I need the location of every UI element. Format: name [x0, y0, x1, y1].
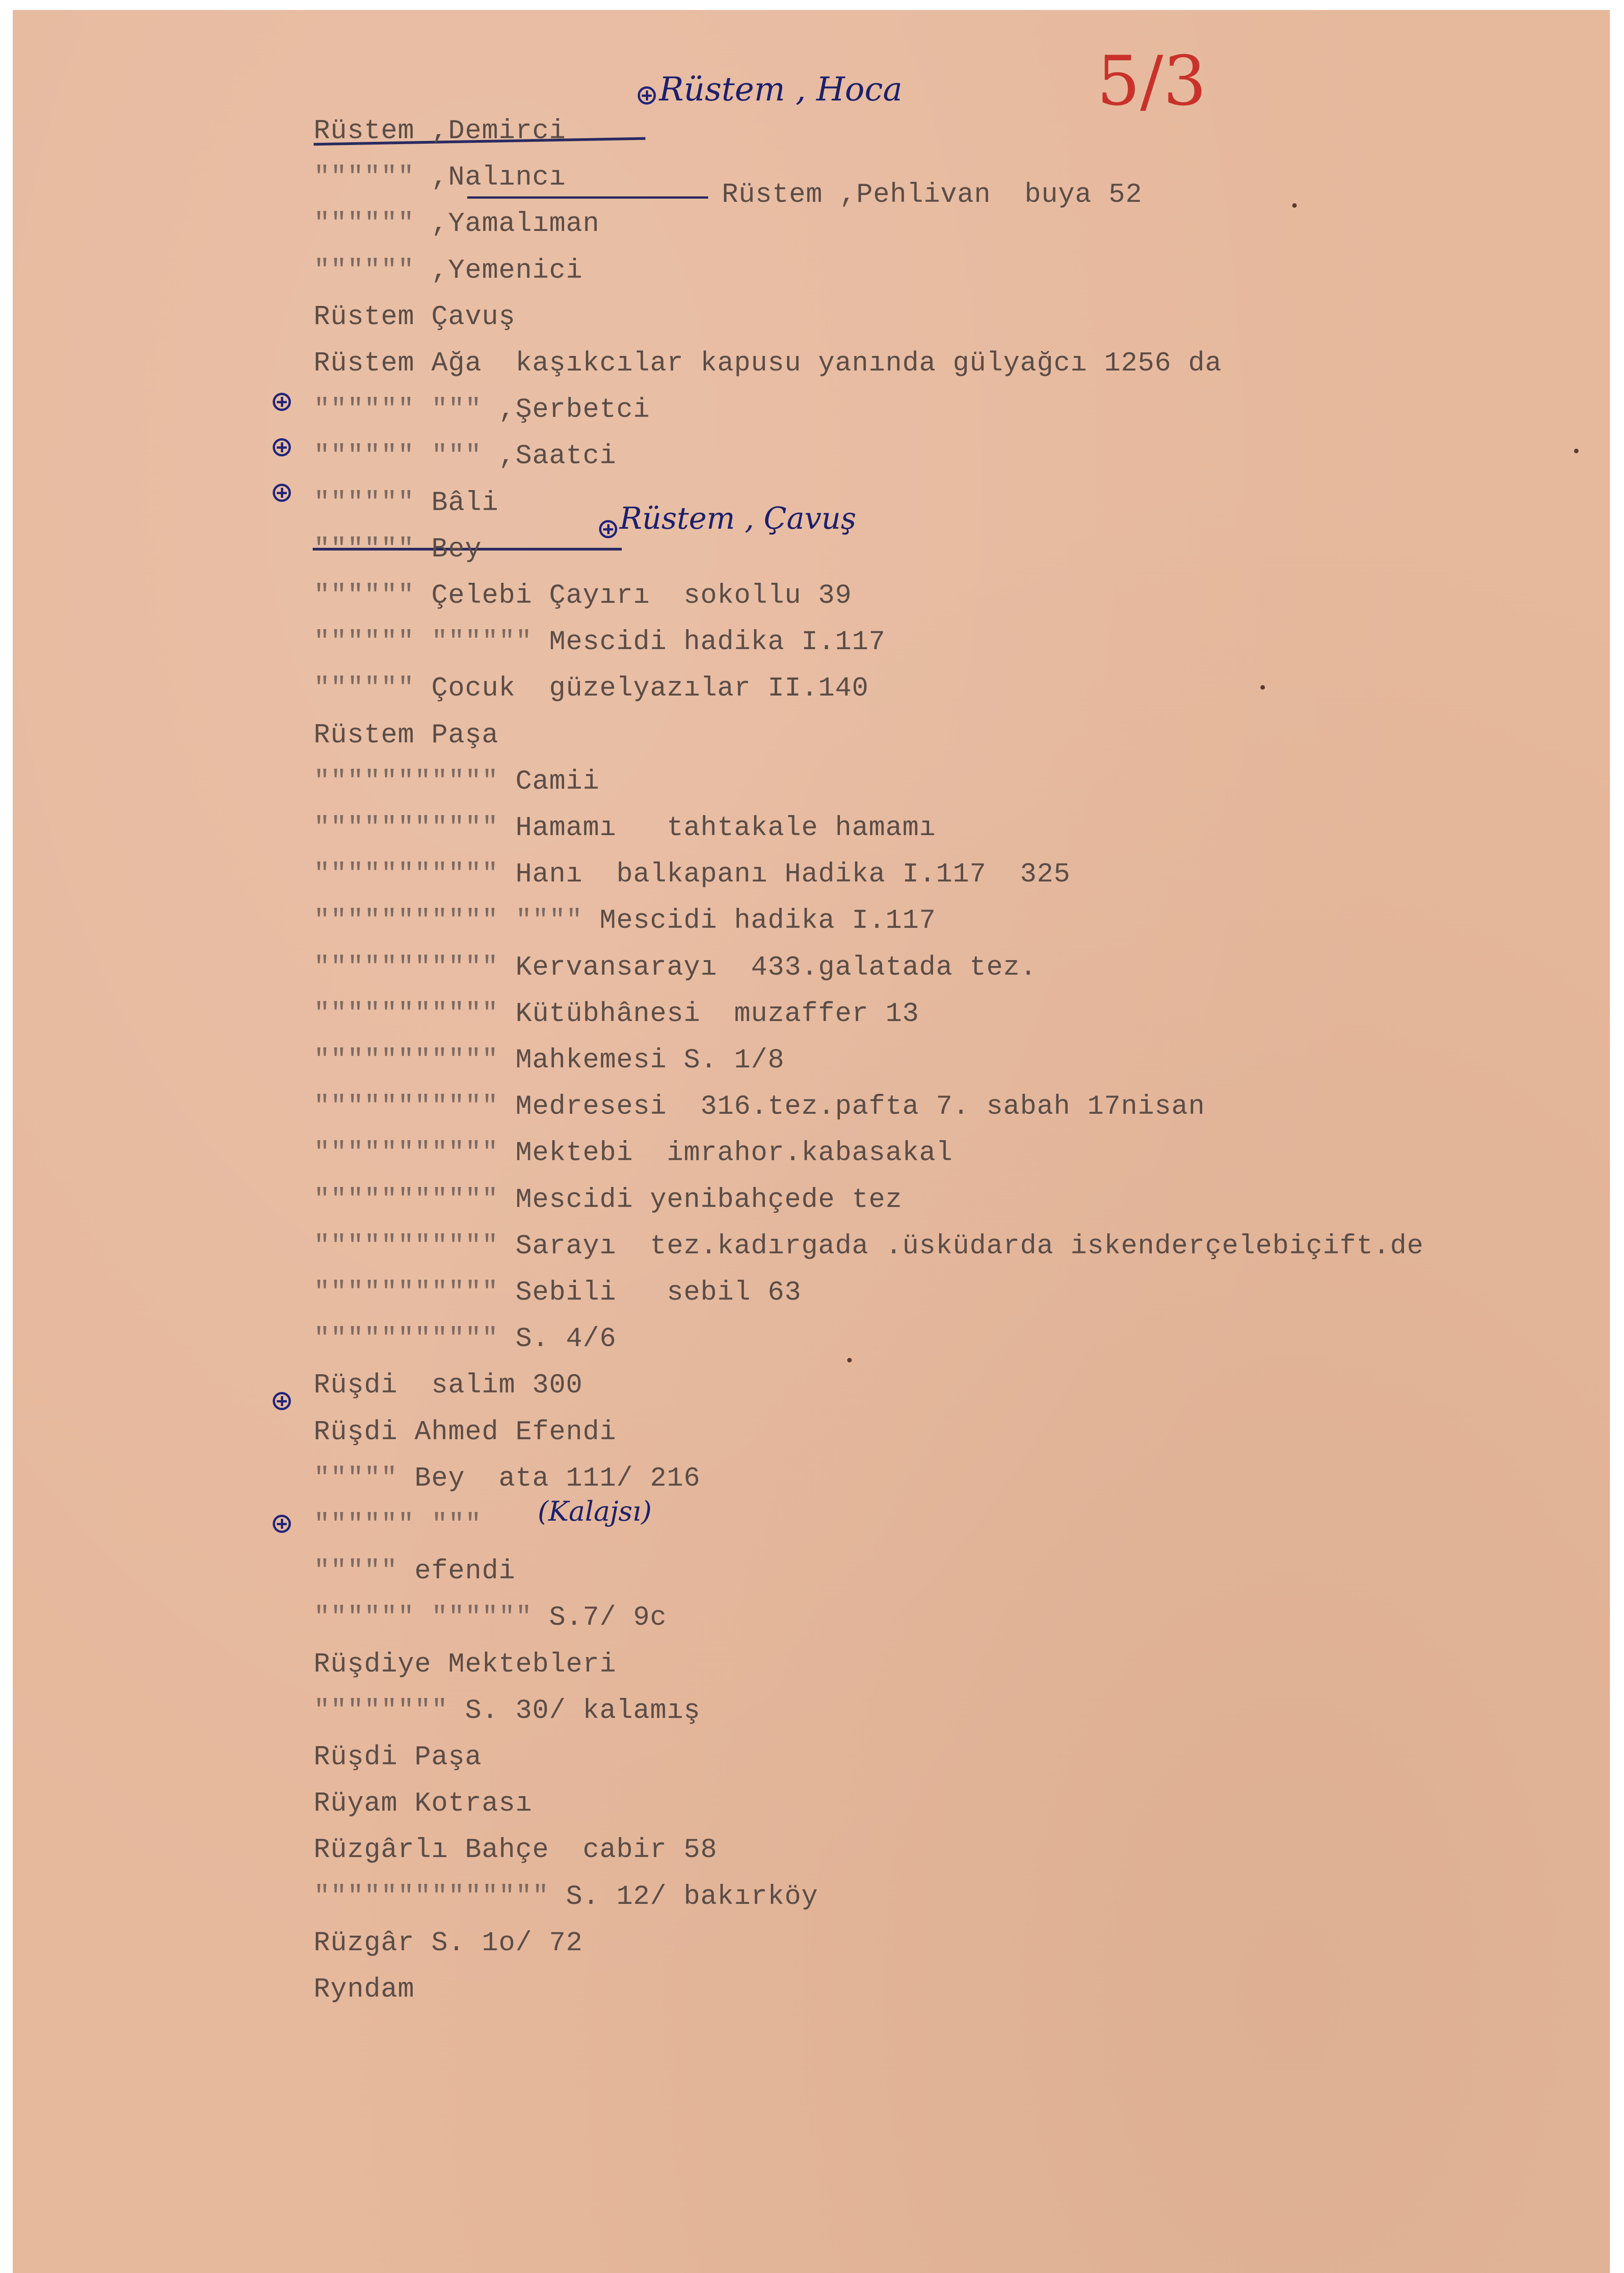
entry-text: S. 12/ bakırköy: [566, 1882, 819, 1913]
ditto-marks: """"""""""": [314, 952, 516, 983]
connector-nalinci: [467, 196, 708, 199]
entry-text: Kütübhânesi muzaffer 13: [515, 999, 919, 1030]
typed-line: [314, 1649, 616, 1681]
ditto-marks: """"""""""": [314, 859, 516, 890]
typed-line: [314, 1602, 667, 1634]
entry-text: ,Nalıncı: [431, 162, 566, 193]
ditto-marks: """"""""""": [314, 813, 516, 844]
typed-line: [314, 673, 869, 705]
entry-text: Rüzgârlı Bahçe cabir 58: [314, 1835, 718, 1866]
entry-text: Mescidi yenibahçede tez: [515, 1185, 903, 1216]
ditto-marks: """""" """""": [314, 627, 550, 658]
side-note-pehlivan: Rüstem ,Pehlivan buya 52: [722, 180, 1143, 210]
typed-line: [314, 1928, 583, 1959]
entry-text: Rüstem Çavuş: [314, 302, 516, 333]
ditto-marks: """"""""""" """": [314, 906, 600, 936]
typed-line: [314, 255, 583, 287]
typed-line: [314, 952, 1037, 984]
typed-line: [314, 812, 936, 844]
ditto-marks: """""" """: [314, 1510, 482, 1541]
typed-line: [314, 766, 600, 798]
ditto-marks: """"""""""": [314, 1091, 516, 1122]
entry-text: Bey ata 111/ 216: [415, 1463, 701, 1494]
entry-text: Rüyam Kotrası: [314, 1788, 533, 1819]
typed-line: [314, 534, 482, 566]
margin-mark-bali: [273, 484, 291, 502]
typed-line: [314, 1974, 415, 2006]
typed-line: [314, 1742, 482, 1773]
typed-line: [314, 1556, 515, 1587]
circle-plus-mark-cavus: [599, 520, 617, 538]
typed-line: [314, 1091, 1205, 1123]
ink-speck: [1260, 685, 1265, 690]
typed-line: [314, 162, 566, 194]
ditto-marks: """""" """: [314, 395, 499, 426]
typed-line: [314, 998, 919, 1030]
typed-line: [314, 1881, 818, 1913]
entry-text: S. 4/6: [515, 1324, 617, 1355]
ink-speck: [847, 1358, 852, 1362]
typed-line: [314, 1695, 700, 1727]
entry-text: Rüzgâr S. 1o/ 72: [314, 1928, 583, 1959]
typed-line: [314, 1137, 953, 1169]
entry-text: efendi: [415, 1556, 516, 1587]
entry-text: Kervansarayı 433.galatada tez.: [515, 952, 1037, 983]
entry-text: Mektebi imrahor.kabasakal: [515, 1138, 953, 1169]
typed-line: [314, 626, 885, 658]
ditto-marks: """"""""""": [314, 1138, 516, 1169]
entry-text: ,Yamalıman: [431, 209, 600, 240]
ditto-marks: """""""""""""": [314, 1882, 566, 1913]
typed-line: [314, 394, 650, 426]
entry-text: Çocuk güzelyazılar II.140: [431, 673, 869, 704]
entry-text: Çelebi Çayırı sokollu 39: [431, 581, 852, 611]
ditto-marks: """""": [314, 534, 432, 565]
entry-text: Rüşdi salim 300: [314, 1370, 583, 1401]
entry-text: Rüstem Ağa kaşıkcılar kapusu yanında gülyağcı 1256 da: [314, 348, 1222, 379]
typed-line: [314, 1834, 717, 1866]
entry-text: Medresesi 316.tez.pafta 7. sabah 17nisan: [515, 1091, 1205, 1122]
typed-line: [314, 1184, 902, 1216]
ditto-marks: """"""""""": [314, 1185, 516, 1216]
entry-text: Bâli: [431, 488, 499, 519]
ditto-marks: """""" """""": [314, 1602, 550, 1633]
typed-line: [314, 1277, 801, 1309]
typed-line: [314, 1788, 532, 1820]
handwritten-note-kalajsi: (Kalajsı): [538, 1496, 652, 1527]
typed-line: [314, 441, 616, 472]
ditto-marks: """""": [314, 488, 432, 519]
handwritten-note-hoca: Rüstem , Hoca: [659, 70, 903, 108]
ditto-marks: """""" """: [314, 441, 499, 472]
entry-text: ,Şerbetci: [499, 395, 650, 426]
typed-line: [314, 1323, 616, 1355]
typed-line: [314, 1509, 482, 1541]
ditto-marks: """"""""""": [314, 999, 516, 1030]
ditto-marks: """"""""""": [314, 766, 516, 797]
ditto-marks: """""": [314, 162, 432, 193]
ditto-marks: """"""""""": [314, 1231, 516, 1262]
typed-line: [314, 1417, 616, 1448]
margin-mark-serbetci: [273, 393, 291, 411]
ditto-marks: """"": [314, 1556, 415, 1587]
ditto-marks: """"""""""": [314, 1324, 516, 1355]
margin-mark-efendi: [273, 1515, 291, 1533]
margin-mark-rusdi-ahmed: [273, 1392, 291, 1410]
typed-line: [314, 115, 566, 147]
ditto-marks: """""": [314, 581, 432, 611]
entry-text: Sarayı tez.kadırgada .üsküdarda iskenderçelebiçift.de: [515, 1231, 1424, 1262]
handwritten-note-cavus: Rüstem , Çavuş: [620, 501, 856, 536]
entry-text: S.7/ 9c: [549, 1602, 667, 1633]
entry-text: Mescidi hadika I.117: [549, 627, 886, 658]
typed-line: [314, 348, 1222, 380]
page-number: 5/3: [1097, 42, 1207, 121]
typed-line: [314, 580, 852, 612]
entry-text: Rüstem ,Demirci: [314, 116, 566, 147]
ditto-marks: """""""": [314, 1696, 465, 1727]
circle-plus-mark-hoca: [638, 86, 656, 105]
typed-line: [314, 1045, 785, 1076]
entry-text: Rüşdi Ahmed Efendi: [314, 1417, 617, 1448]
typed-line: [314, 1231, 1424, 1262]
typed-line: [314, 859, 1070, 891]
entry-text: S. 30/ kalamış: [465, 1696, 701, 1727]
ditto-marks: """""": [314, 255, 432, 286]
ink-speck: [1574, 449, 1579, 453]
typed-line: [314, 208, 600, 240]
ditto-marks: """""": [314, 673, 432, 704]
ditto-marks: """"": [314, 1463, 415, 1494]
entry-text: Rüşdiye Mektebleri: [314, 1649, 617, 1680]
ditto-marks: """"""""""": [314, 1045, 516, 1076]
ditto-marks: """"""""""": [314, 1277, 516, 1308]
entry-text: Hanı balkapanı Hadika I.117 325: [515, 859, 1071, 890]
entry-text: Bey: [431, 534, 482, 565]
typed-line: [314, 1463, 700, 1495]
entry-text: Mahkemesi S. 1/8: [515, 1045, 785, 1076]
document-page: [13, 10, 1610, 2273]
margin-mark-saatci: [273, 438, 291, 456]
ditto-marks: """""": [314, 209, 432, 240]
entry-text: Camii: [515, 766, 600, 797]
entry-text: Hamamı tahtakale hamamı: [515, 813, 936, 844]
entry-text: ,Saatci: [499, 441, 617, 472]
typed-line: [314, 720, 499, 751]
ink-speck: [1292, 203, 1297, 208]
typed-line: [314, 1370, 583, 1402]
typed-line: [314, 487, 499, 519]
entry-text: ,Yemenici: [431, 255, 583, 286]
entry-text: Rüstem Paşa: [314, 720, 499, 751]
typed-line: [314, 301, 515, 333]
entry-text: Mescidi hadika I.117: [600, 906, 936, 936]
entry-text: Sebili sebil 63: [515, 1277, 802, 1308]
entry-text: Rüşdi Paşa: [314, 1742, 482, 1773]
entry-text: Ryndam: [314, 1974, 415, 2005]
typed-line: [314, 905, 936, 937]
